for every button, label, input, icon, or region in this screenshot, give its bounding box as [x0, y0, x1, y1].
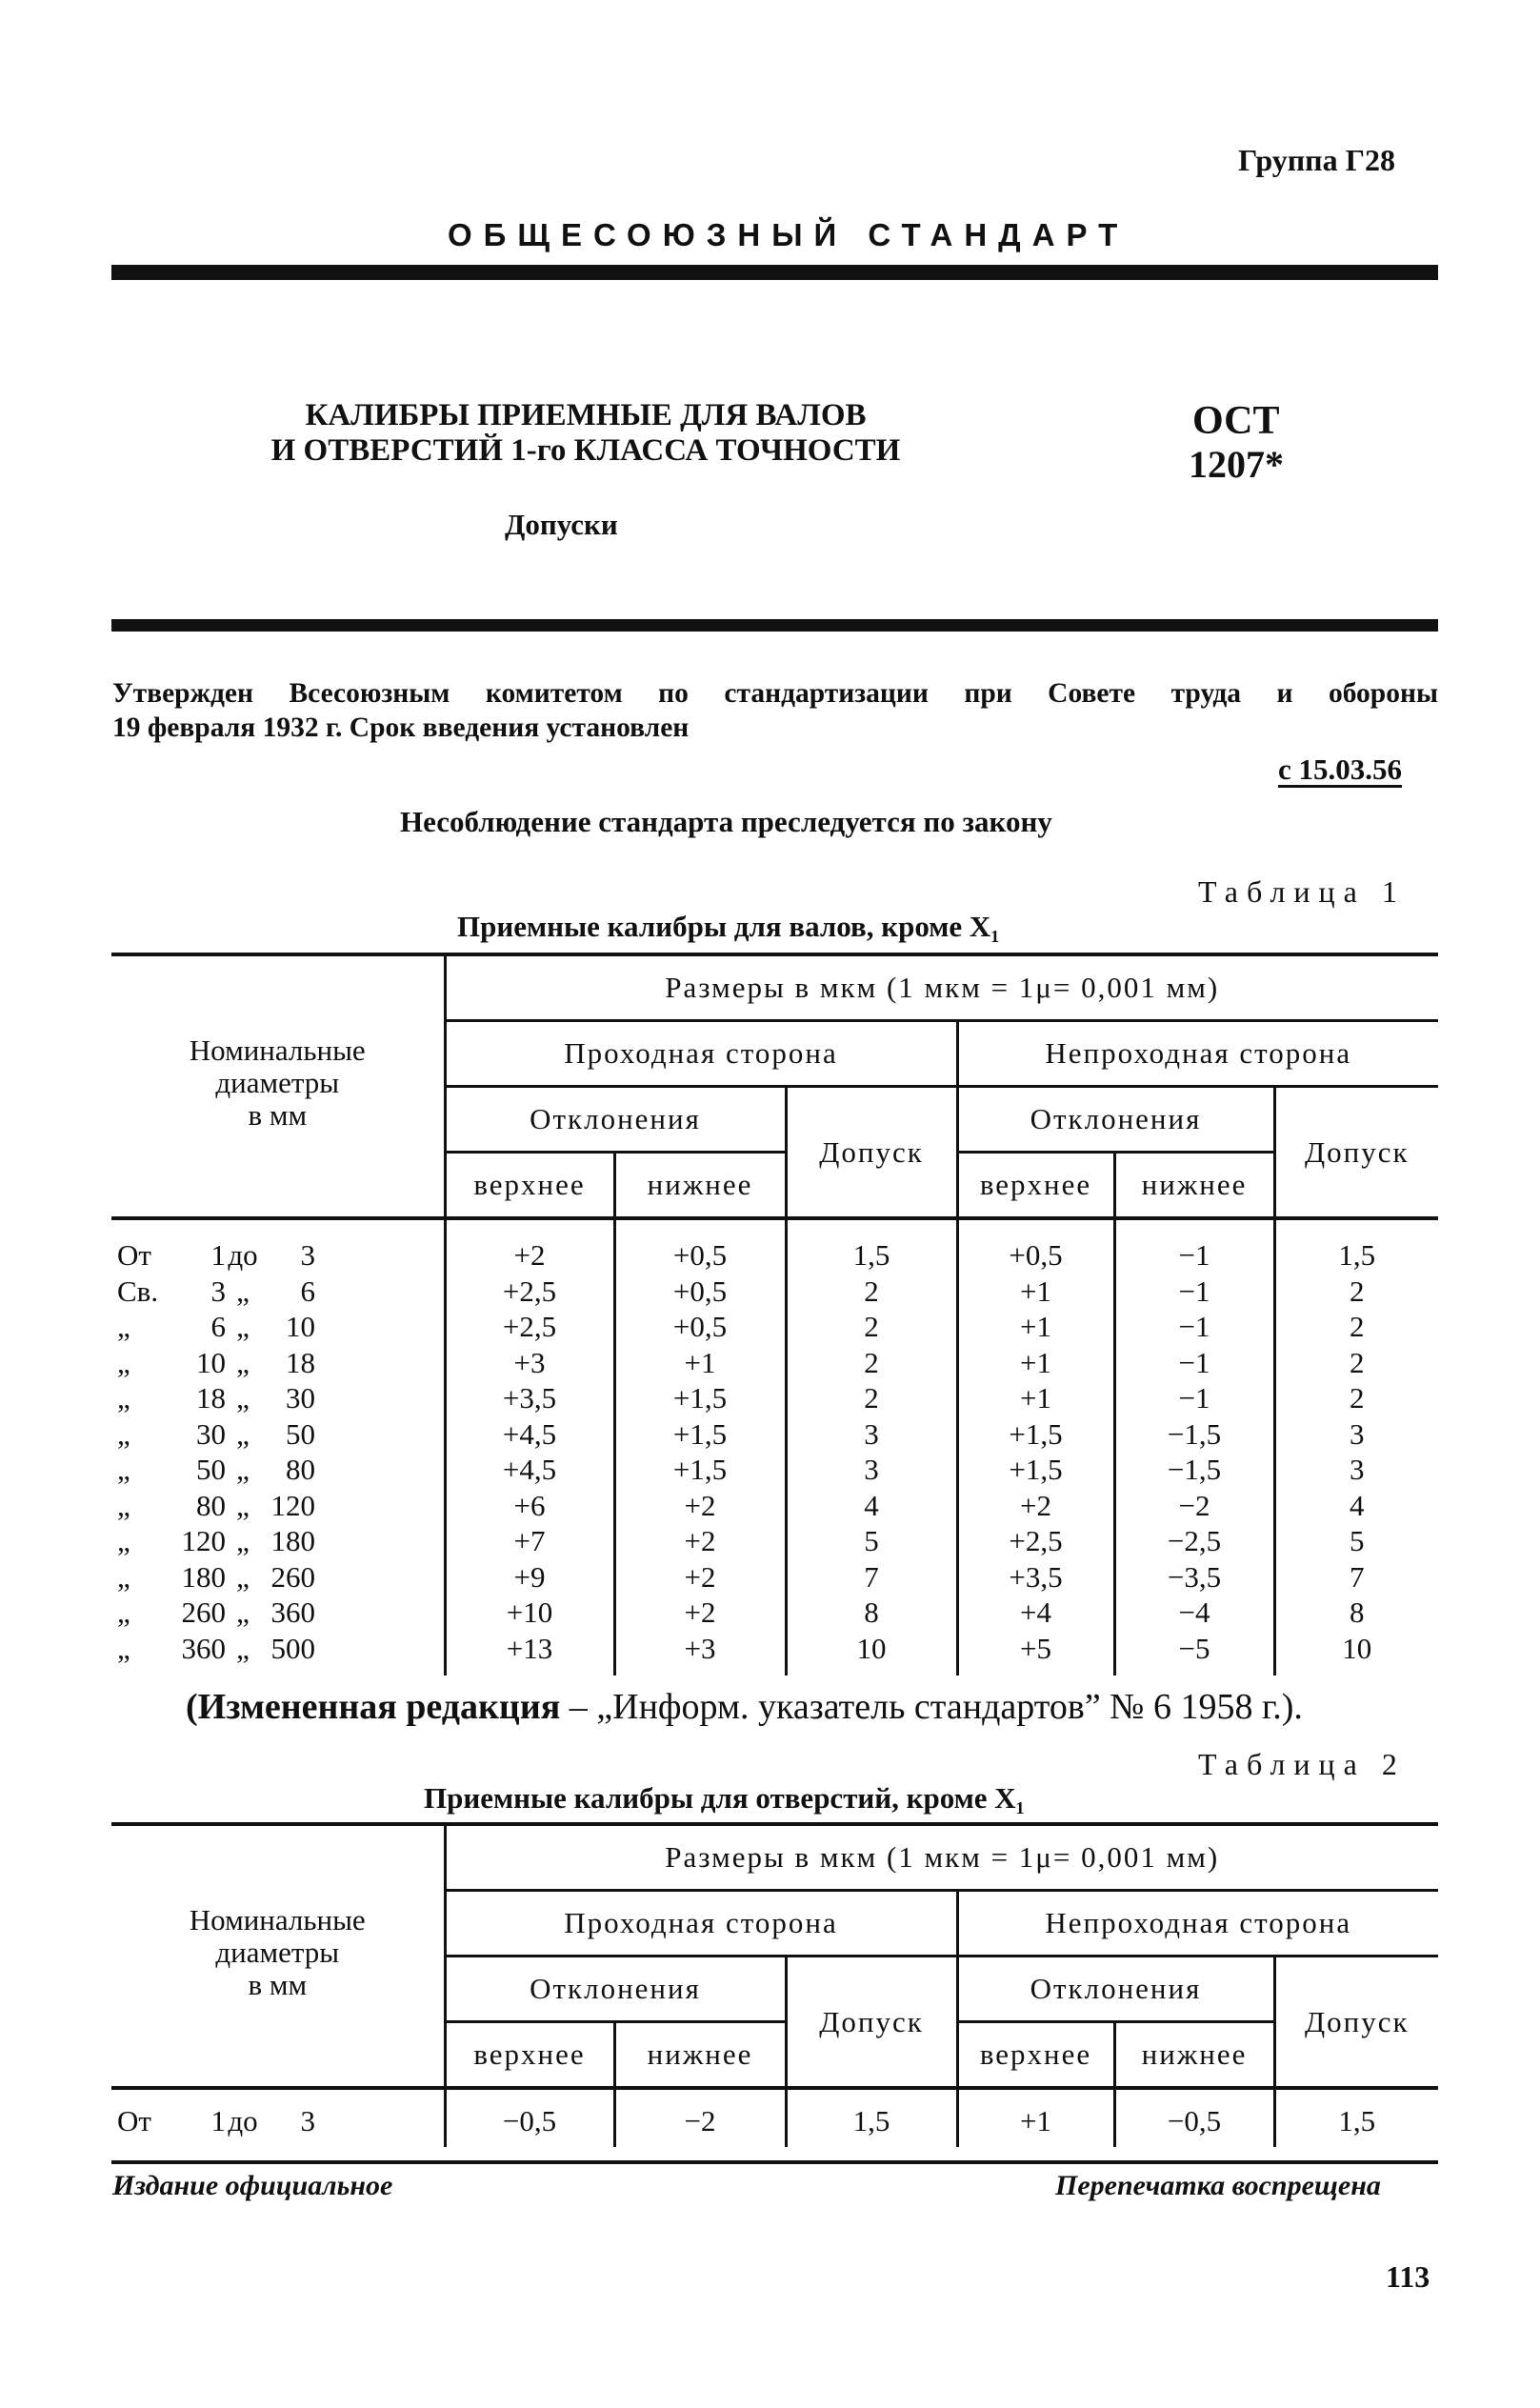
table-row: [111, 1631, 1438, 1667]
cell-ng-up: +1: [957, 1274, 1114, 1310]
diameter-a: 3: [210, 1274, 226, 1308]
cell-ng-tol: 3: [1274, 1416, 1438, 1453]
cell-ng-tol: 2: [1274, 1309, 1438, 1345]
cell-go-tol: 2: [786, 1380, 957, 1416]
cell-go-low: +3: [614, 1631, 786, 1667]
diameter-pre: „: [117, 1310, 130, 1343]
diameter-b: 3: [300, 1238, 315, 1272]
diameter-a: 180: [181, 1559, 226, 1594]
table1-label: Таблица 1: [1198, 874, 1406, 909]
diameter-pre: „: [117, 1381, 130, 1415]
cell-ng-low: −1: [1114, 1380, 1274, 1416]
cell-ng-tol: 2: [1274, 1274, 1438, 1310]
diameter-header-line2: диаметры: [215, 1066, 340, 1099]
diameter-b: 180: [270, 1524, 315, 1557]
diameter-a: 30: [196, 1416, 226, 1451]
table2-title: Приемные калибры для отверстий, кроме X₁: [424, 1781, 1025, 1815]
table1-title: Приемные калибры для валов, кроме X₁: [457, 910, 1000, 943]
cell-go-up: −0,5: [445, 2103, 614, 2139]
diameter-pre: „: [117, 1453, 130, 1486]
nogo-upper-header-t2: верхнее: [957, 2022, 1114, 2089]
mid-rule: [111, 619, 1438, 632]
amendment-rest: – „Информ. указатель стандартов” № 6 1958 г.).: [560, 1687, 1303, 1727]
diameter-header-t2-line2: диаметры: [215, 1936, 340, 1969]
nogo-upper-header: верхнее: [957, 1153, 1114, 1219]
cell-ng-tol: 8: [1274, 1595, 1438, 1631]
cell-go-up: +7: [445, 1523, 614, 1559]
nogo-deviations-header-t2: Отклонения: [957, 1956, 1274, 2022]
cell-ng-up: +1: [957, 1309, 1114, 1345]
diameter-b: 18: [286, 1345, 315, 1379]
cell-go-tol: 1,5: [786, 1237, 957, 1274]
diameter-pre: „: [117, 1559, 130, 1594]
cell-go-tol: 2: [786, 1274, 957, 1310]
cell-go-low: +2: [614, 1488, 786, 1524]
cell-go-low: +1,5: [614, 1380, 786, 1416]
cell-ng-tol: 3: [1274, 1452, 1438, 1488]
diameter-b: 120: [270, 1488, 315, 1522]
diameter-sep: „: [236, 1381, 250, 1415]
diameter-b: 3: [300, 2104, 315, 2137]
cell-go-tol: 2: [786, 1309, 957, 1345]
cell-ng-up: +1: [957, 1345, 1114, 1381]
nogo-tolerance-header-t2: Допуск: [1274, 1956, 1438, 2089]
nogo-side-header: Непроходная сторона: [957, 1021, 1438, 1087]
diameter-b: 6: [300, 1274, 315, 1308]
cell-ng-tol: 4: [1274, 1488, 1438, 1524]
diameter-pre: „: [117, 1631, 130, 1665]
diameter-pre: „: [117, 1524, 130, 1557]
cell-go-low: +0,5: [614, 1309, 786, 1345]
cell-ng-tol: 2: [1274, 1380, 1438, 1416]
title-line2: И ОТВЕРСТИЙ 1-го КЛАССА ТОЧНОСТИ: [270, 433, 901, 468]
cell-go-tol: 5: [786, 1523, 957, 1559]
go-deviations-header: Отклонения: [445, 1087, 786, 1153]
cell-go-tol: 10: [786, 1631, 957, 1667]
table-row: [111, 1380, 1438, 1416]
diameter-pre: От: [117, 1238, 151, 1272]
diameter-pre: „: [117, 1416, 130, 1451]
diameter-a: 10: [196, 1345, 226, 1379]
diameter-header-line1: Номинальные: [189, 1033, 366, 1067]
cell-go-up: +6: [445, 1488, 614, 1524]
cell-ng-up: +1,5: [957, 1452, 1114, 1488]
diameter-range: [111, 1416, 445, 1453]
diameter-pre: „: [117, 1488, 130, 1522]
cell-ng-tol: 1,5: [1274, 2103, 1438, 2139]
cell-go-low: +2: [614, 1595, 786, 1631]
table-row: [111, 2103, 1438, 2139]
diameter-range: [111, 1380, 445, 1416]
go-side-header: Проходная сторона: [445, 1021, 957, 1087]
cell-go-up: +3: [445, 1345, 614, 1381]
go-upper-header-t2: верхнее: [445, 2022, 614, 2089]
table-row: [111, 1523, 1438, 1559]
diameter-b: 30: [286, 1381, 315, 1415]
cell-ng-up: +1,5: [957, 1416, 1114, 1453]
subtitle: Допуски: [505, 508, 618, 541]
diameter-a: 360: [181, 1631, 226, 1665]
cell-go-low: +1: [614, 1345, 786, 1381]
diameter-header-t2-line1: Номинальные: [189, 1903, 366, 1936]
table-row: [111, 1595, 1438, 1631]
table-row: [111, 1488, 1438, 1524]
diameter-a: 1: [210, 1238, 226, 1272]
diameter-pre: „: [117, 1595, 130, 1629]
go-tolerance-header: Допуск: [786, 1087, 957, 1219]
diameter-b: 80: [286, 1453, 315, 1486]
cell-ng-low: −4: [1114, 1595, 1274, 1631]
diameter-header: [111, 954, 445, 1218]
diameter-header-t2: [111, 1824, 445, 2088]
go-lower-header-t2: нижнее: [614, 2022, 786, 2089]
diameter-pre: Св.: [117, 1274, 159, 1308]
group-label: Группа Г28: [1238, 143, 1395, 177]
cell-ng-up: +5: [957, 1631, 1114, 1667]
cell-ng-tol: 2: [1274, 1345, 1438, 1381]
diameter-b: 500: [270, 1631, 315, 1665]
amendment-note: [186, 1686, 1303, 1728]
diameter-range: [111, 1523, 445, 1559]
table2: [111, 1822, 1438, 2147]
sizes-header-t2: Размеры в мкм (1 мкм = 1μ= 0,001 мм): [445, 1824, 1438, 1891]
cell-ng-tol: 10: [1274, 1631, 1438, 1667]
diameter-range: [111, 1345, 445, 1381]
cell-go-tol: 8: [786, 1595, 957, 1631]
approval-line1: Утвержден Всесоюзным комитетом по стандартизации при Совете труда и обороны: [112, 678, 1438, 709]
cell-go-up: +2,5: [445, 1274, 614, 1310]
diameter-range: [111, 1488, 445, 1524]
go-deviations-header-t2: Отклонения: [445, 1956, 786, 2022]
diameter-range: [111, 1309, 445, 1345]
diameter-range: [111, 1237, 445, 1274]
cell-ng-tol: 1,5: [1274, 1237, 1438, 1274]
cell-ng-low: −2,5: [1114, 1523, 1274, 1559]
diameter-b: 360: [270, 1595, 315, 1629]
cell-ng-low: −3,5: [1114, 1559, 1274, 1595]
nogo-side-header-t2: Непроходная сторона: [957, 1891, 1438, 1956]
go-lower-header: нижнее: [614, 1153, 786, 1219]
diameter-a: 80: [196, 1488, 226, 1522]
introduction-date: с 15.03.56: [1278, 752, 1403, 786]
cell-go-up: +2: [445, 1237, 614, 1274]
table-bottom-pad: [111, 1666, 1438, 1676]
diameter-range: [111, 1595, 445, 1631]
cell-go-tol: 1,5: [786, 2103, 957, 2139]
nogo-lower-header-t2: нижнее: [1114, 2022, 1274, 2089]
diameter-sep: „: [236, 1345, 250, 1379]
diameter-header-t2-line3: в мм: [248, 1968, 308, 2001]
diameter-range: [111, 1559, 445, 1595]
table1: [111, 953, 1438, 1676]
go-upper-header: верхнее: [445, 1153, 614, 1219]
cell-go-up: +13: [445, 1631, 614, 1667]
cell-go-tol: 7: [786, 1559, 957, 1595]
diameter-a: 120: [181, 1524, 226, 1557]
diameter-b: 260: [270, 1559, 315, 1594]
cell-go-low: +1,5: [614, 1452, 786, 1488]
footer-official: Издание официальное: [112, 2170, 393, 2201]
cell-ng-low: −2: [1114, 1488, 1274, 1524]
cell-ng-up: +2,5: [957, 1523, 1114, 1559]
diameter-range: [111, 1274, 445, 1310]
standard-code-line2: 1207*: [1189, 443, 1284, 486]
bottom-rule: [111, 2160, 1438, 2164]
diameter-sep: до: [228, 1238, 258, 1272]
diameter-a: 6: [210, 1310, 226, 1343]
law-warning: Несоблюдение стандарта преследуется по закону: [400, 805, 1052, 838]
amendment-bold: (Измененная редакция: [186, 1687, 561, 1727]
diameter-sep: „: [236, 1595, 250, 1629]
footer-reprint: Перепечатка воспрещена: [1055, 2170, 1381, 2201]
diameter-pre: „: [117, 1345, 130, 1379]
cell-go-up: +3,5: [445, 1380, 614, 1416]
diameter-sep: „: [236, 1416, 250, 1451]
cell-ng-tol: 7: [1274, 1559, 1438, 1595]
diameter-pre: От: [117, 2104, 151, 2137]
diameter-sep: „: [236, 1559, 250, 1594]
diameter-a: 18: [196, 1381, 226, 1415]
cell-ng-low: −1: [1114, 1309, 1274, 1345]
diameter-header-line3: в мм: [248, 1098, 308, 1132]
diameter-sep: „: [236, 1488, 250, 1522]
diameter-a: 1: [210, 2104, 226, 2137]
cell-go-low: +0,5: [614, 1237, 786, 1274]
cell-ng-up: +3,5: [957, 1559, 1114, 1595]
table-row: [111, 1274, 1438, 1310]
diameter-sep: „: [236, 1310, 250, 1343]
diameter-sep: до: [228, 2104, 258, 2137]
table-bottom-pad: [111, 2139, 1438, 2147]
cell-go-up: +9: [445, 1559, 614, 1595]
diameter-b: 50: [286, 1416, 315, 1451]
title-line1: КАЛИБРЫ ПРИЕМНЫЕ ДЛЯ ВАЛОВ: [305, 398, 867, 432]
diameter-range: [111, 1452, 445, 1488]
cell-go-up: +2,5: [445, 1309, 614, 1345]
cell-go-low: +2: [614, 1523, 786, 1559]
cell-go-up: +10: [445, 1595, 614, 1631]
page-number: 113: [1386, 2259, 1430, 2294]
diameter-sep: „: [236, 1453, 250, 1486]
cell-ng-tol: 5: [1274, 1523, 1438, 1559]
go-tolerance-header-t2: Допуск: [786, 1956, 957, 2089]
cell-go-up: +4,5: [445, 1452, 614, 1488]
diameter-sep: „: [236, 1274, 250, 1308]
cell-go-low: −2: [614, 2103, 786, 2139]
cell-ng-up: +0,5: [957, 1237, 1114, 1274]
approval-line2: 19 февраля 1932 г. Срок введения установлен: [112, 712, 690, 743]
go-side-header-t2: Проходная сторона: [445, 1891, 957, 1956]
cell-go-low: +0,5: [614, 1274, 786, 1310]
cell-ng-low: −0,5: [1114, 2103, 1274, 2139]
table-row: [111, 1237, 1438, 1274]
nogo-tolerance-header: Допуск: [1274, 1087, 1438, 1219]
cell-go-up: +4,5: [445, 1416, 614, 1453]
cell-go-tol: 4: [786, 1488, 957, 1524]
nogo-lower-header: нижнее: [1114, 1153, 1274, 1219]
cell-ng-low: −5: [1114, 1631, 1274, 1667]
table2-label: Таблица 2: [1198, 1747, 1406, 1781]
diameter-sep: „: [236, 1631, 250, 1665]
cell-ng-up: +2: [957, 1488, 1114, 1524]
diameter-a: 50: [196, 1453, 226, 1486]
cell-ng-up: +1: [957, 2103, 1114, 2139]
cell-go-tol: 3: [786, 1416, 957, 1453]
cell-ng-low: −1: [1114, 1345, 1274, 1381]
table-row: [111, 1452, 1438, 1488]
cell-ng-low: −1,5: [1114, 1452, 1274, 1488]
cell-ng-up: +4: [957, 1595, 1114, 1631]
diameter-a: 260: [181, 1595, 226, 1629]
diameter-sep: „: [236, 1524, 250, 1557]
standard-code-line1: ОСТ: [1192, 399, 1280, 443]
cell-go-low: +2: [614, 1559, 786, 1595]
standard-banner: ОБЩЕСОЮЗНЫЙ СТАНДАРТ: [448, 217, 1130, 252]
table-row: [111, 1416, 1438, 1453]
cell-go-tol: 3: [786, 1452, 957, 1488]
cell-ng-low: −1,5: [1114, 1416, 1274, 1453]
cell-go-low: +1,5: [614, 1416, 786, 1453]
nogo-deviations-header: Отклонения: [957, 1087, 1274, 1153]
cell-go-tol: 2: [786, 1345, 957, 1381]
table-row: [111, 1309, 1438, 1345]
cell-ng-low: −1: [1114, 1237, 1274, 1274]
table-row: [111, 1559, 1438, 1595]
diameter-range: [111, 1631, 445, 1667]
cell-ng-low: −1: [1114, 1274, 1274, 1310]
diameter-range: [111, 2103, 445, 2139]
sizes-header: Размеры в мкм (1 мкм = 1μ= 0,001 мм): [445, 954, 1438, 1021]
diameter-b: 10: [286, 1310, 315, 1343]
table-row: [111, 1345, 1438, 1381]
top-rule: [111, 265, 1438, 280]
cell-ng-up: +1: [957, 1380, 1114, 1416]
